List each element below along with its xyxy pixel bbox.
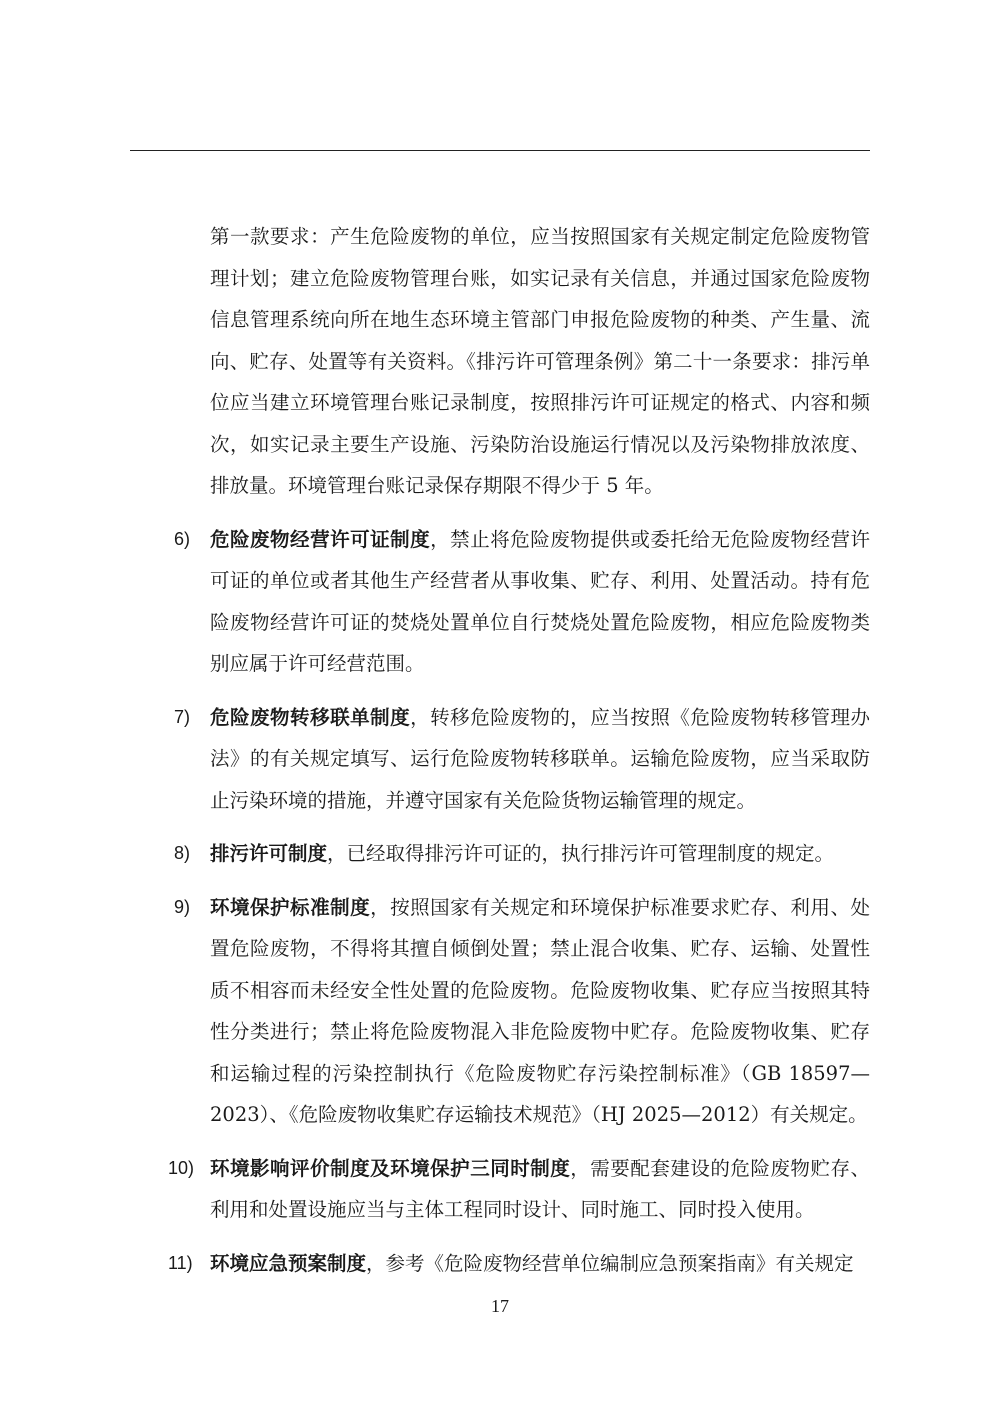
intro-paragraph: 第一款要求：产生危险废物的单位，应当按照国家有关规定制定危险废物管理计划；建立危险废物管理台账，如实记录有关信息，并通过国家危险废物信息管理系统向所在地生态环境主管部门申报危险废物的种类、产生量、流向、贮存、处置等有关资料。《排污许可管理条例》第二十一条要求：排污单位应当建立环境管理台账记录制度，按照排污许可证规定的格式、内容和频次，如实记录主要生产设施、污染防治设施运行情况以及污染物排放浓度、排放量。环境管理台账记录保存期限不得少于 5 年。 <box>210 225 870 497</box>
item-title: 环境保护标准制度 <box>210 895 371 919</box>
item-number: 8) <box>174 843 191 863</box>
item-text: ，禁止将危险废物提供或委托给无危险废物经营许可证的单位或者其他生产经营者从事收集、贮存、利用、处置活动。持有危险废物经营许可证的焚烧处置单位自行焚烧处置危险废物，相应危险废物类别应属于许可经营范围。 <box>210 527 870 675</box>
list-item-10 <box>130 1148 870 1231</box>
list-item-6 <box>130 519 870 685</box>
item-text: ，参考《危险废物经营单位编制应急预案指南》有关规定 <box>366 1251 854 1275</box>
item-number: 7) <box>174 706 191 727</box>
item-number: 6) <box>174 528 191 549</box>
document-body <box>130 216 870 1296</box>
list-item-8 <box>130 833 870 875</box>
item-number: 11) <box>168 1252 193 1273</box>
header-rule <box>130 150 870 151</box>
item-number: 10) <box>168 1157 195 1178</box>
list-item-9 <box>130 887 870 1136</box>
item-title: 危险废物转移联单制度 <box>210 705 411 729</box>
item-title: 环境应急预案制度 <box>210 1251 367 1275</box>
item-title: 排污许可制度 <box>210 842 328 865</box>
page-number: 17 <box>491 1296 509 1316</box>
item-title: 危险废物经营许可证制度 <box>210 527 431 551</box>
list-item-7 <box>130 697 870 822</box>
item-text: ，按照国家有关规定和环境保护标准要求贮存、利用、处置危险废物，不得将其擅自倾倒处置；禁止混合收集、贮存、运输、处置性质不相容而未经安全性处置的危险废物。危险废物收集、贮存应当按照其特性分类进行；禁止将危险废物混入非危险废物中贮存。危险废物收集、贮存和运输过程的污染控制执行《危险废物贮存污染控制标准》（GB 18597—2023）、《危险废物收集贮存运输技术规范》（HJ 2025—2012）有关规定。 <box>210 895 870 1126</box>
item-title: 环境影响评价制度及环境保护三同时制度 <box>210 1156 571 1180</box>
list-item-11 <box>130 1243 870 1285</box>
item-number: 9) <box>174 896 191 917</box>
item-text: ，转移危险废物的，应当按照《危险废物转移管理办法》的有关规定填写、运行危险废物转移联单。运输危险废物，应当采取防止污染环境的措施，并遵守国家有关危险货物运输管理的规定。 <box>210 705 870 812</box>
item-text: ，需要配套建设的危险废物贮存、利用和处置设施应当与主体工程同时设计、同时施工、同时投入使用。 <box>210 1156 870 1221</box>
item-text: ，已经取得排污许可证的，执行排污许可管理制度的规定。 <box>327 842 835 865</box>
